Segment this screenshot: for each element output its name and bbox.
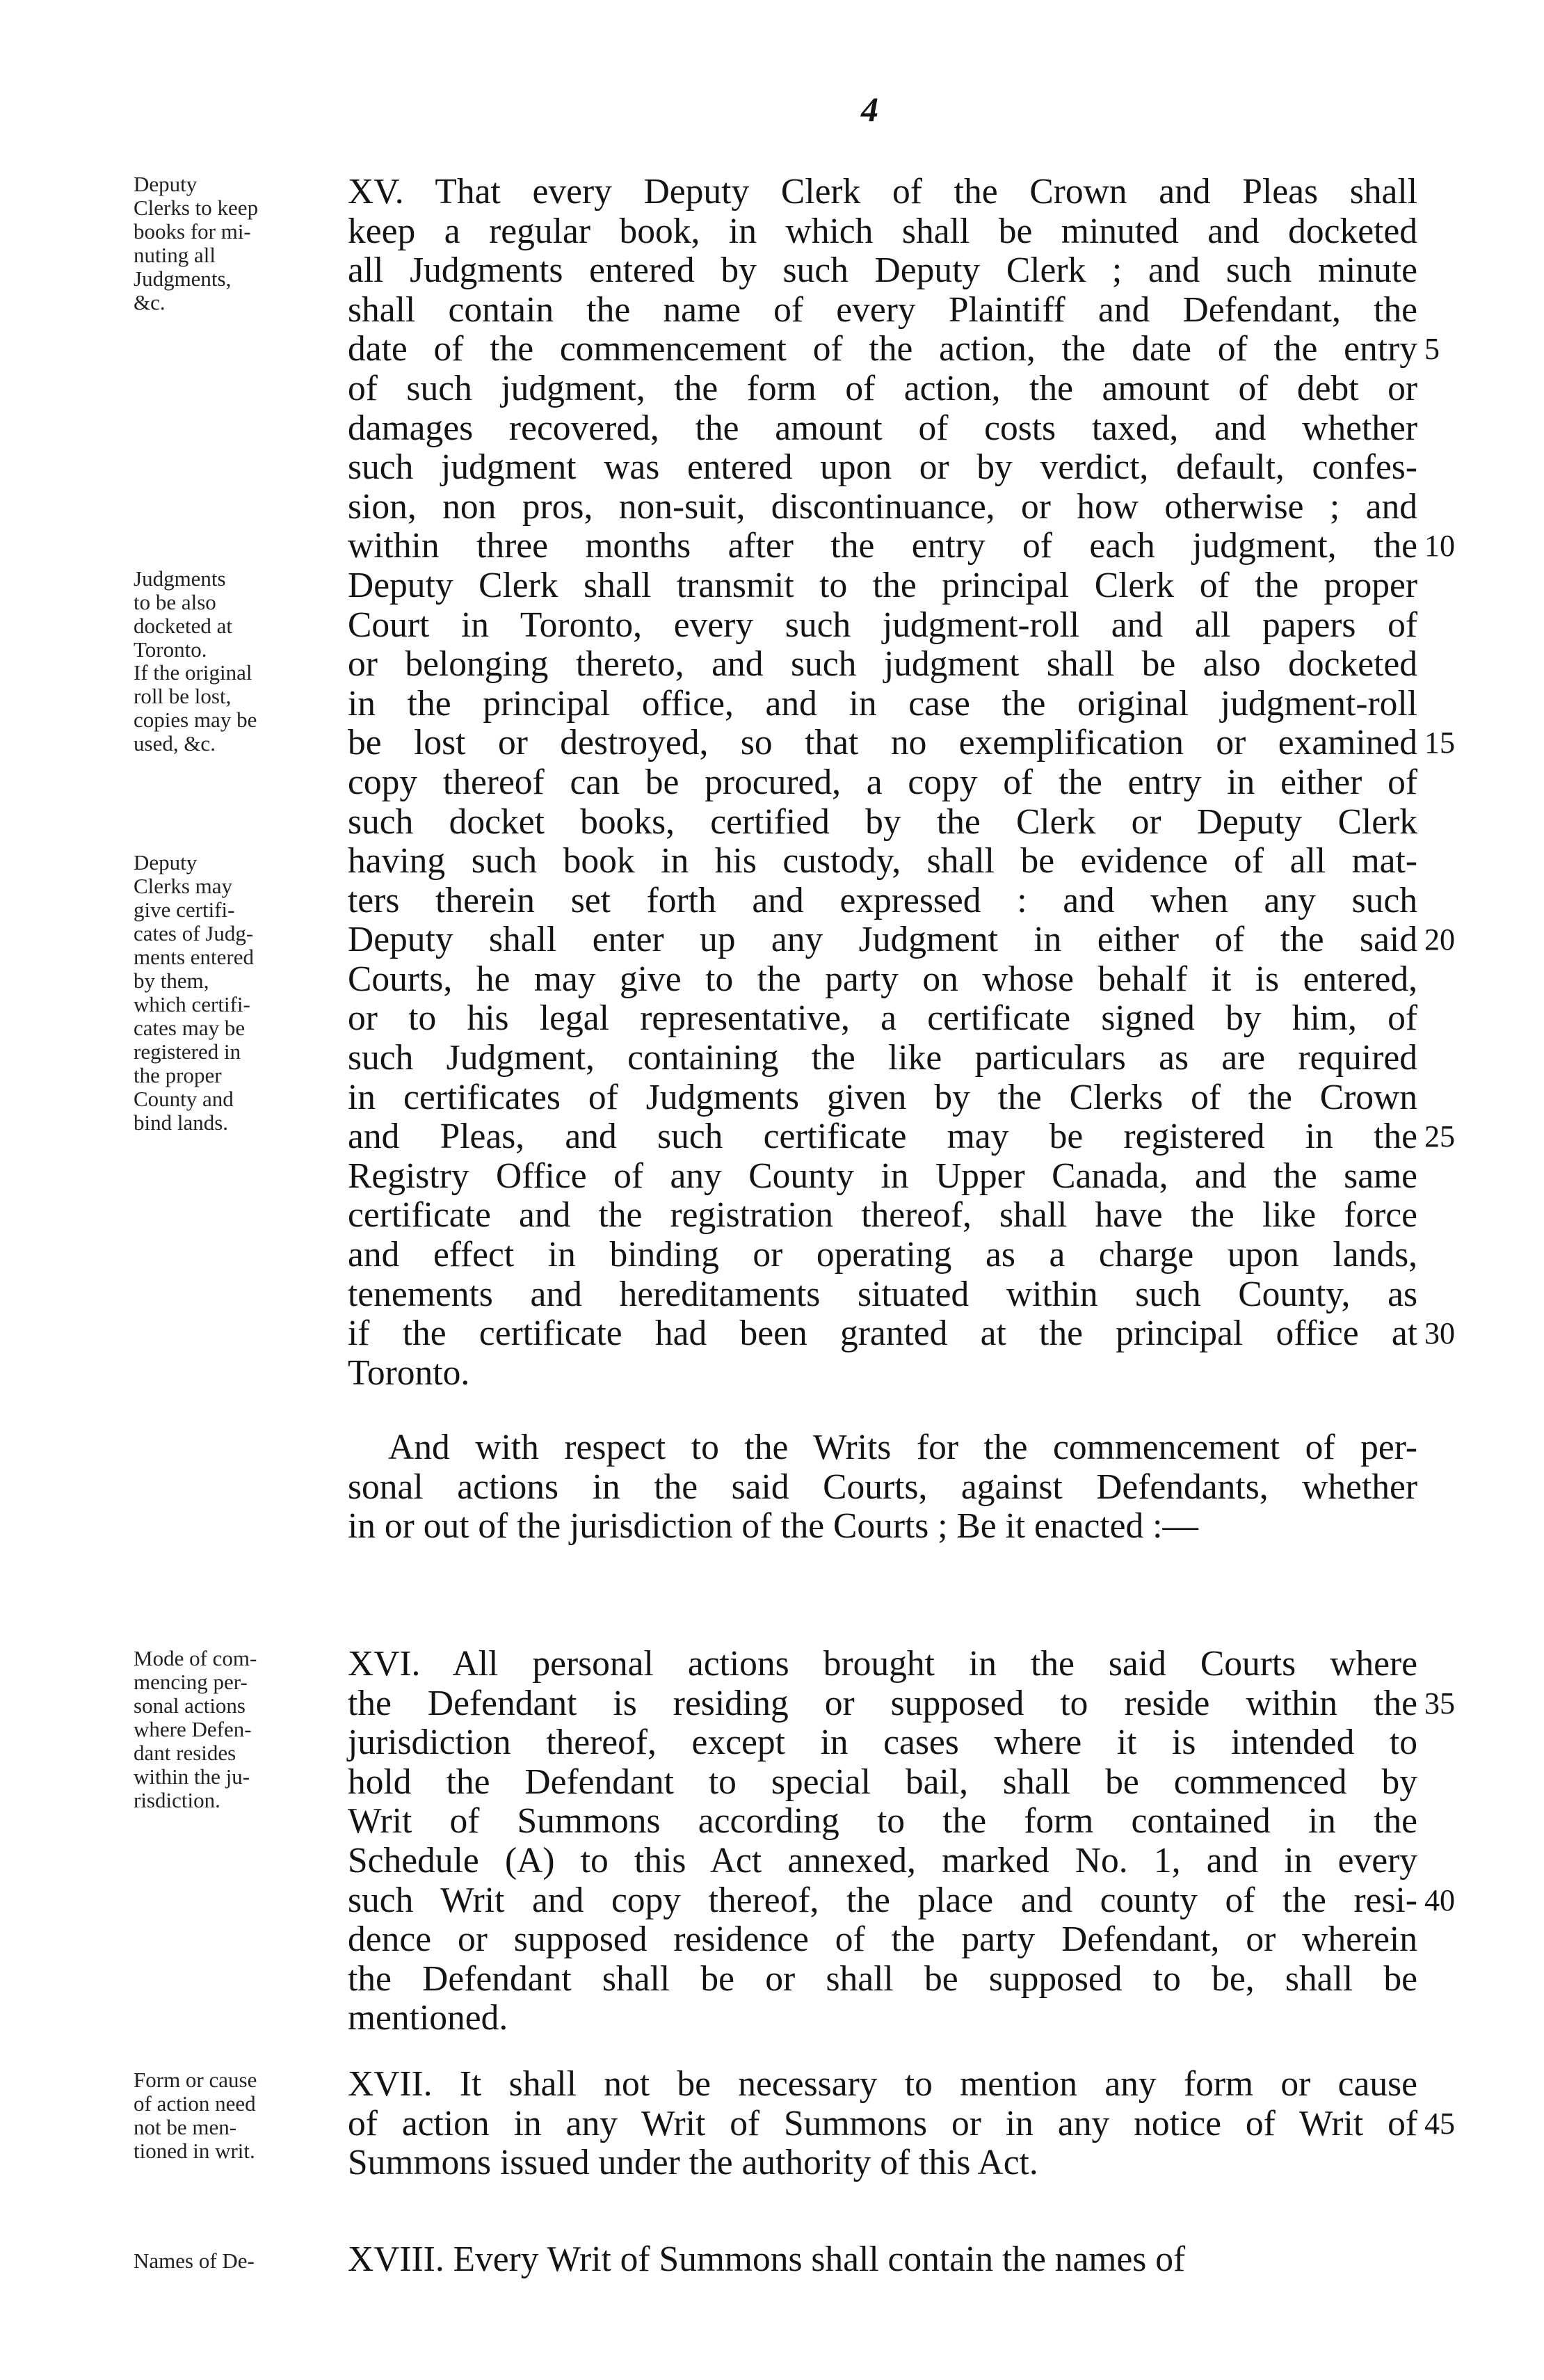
margin-note-line: the proper [134,1063,222,1087]
text-line: such Judgment, containing the like particulars as are required [348,1038,1417,1078]
margin-note-line: sonal actions [134,1693,246,1718]
text-line: copy thereof can be procured, a copy of the entry in either of [348,762,1417,802]
section-xviii-text [348,2240,1417,2280]
text-line: keep a regular book, in which shall be minuted and docketed [348,211,1417,251]
margin-note-line: bind lands. [134,1110,229,1135]
margin-note-line: dant resides [134,1741,236,1765]
margin-note [134,661,342,756]
text-line: tenements and hereditaments situated within such County, as [348,1274,1417,1314]
text-line: Toronto. [348,1352,470,1393]
margin-note-line: Deputy [134,172,198,196]
margin-note-line: roll be lost, [134,684,232,708]
text-line: within three months after the entry of each judgment, the [348,526,1417,566]
text-line: in the principal office, and in case the original judgment-roll [348,683,1417,724]
margin-note-line: &c. [134,290,166,314]
text-line: and Pleas, and such certificate may be registered in the [348,1117,1417,1157]
margin-note-line: Names of De- [134,2249,255,2273]
text-line: such judgment was entered upon or by verdict, default, confes- [348,447,1417,488]
margin-note-line: cates may be [134,1016,246,1040]
line-number: 10 [1424,529,1455,564]
margin-note-line: used, &c. [134,731,216,756]
margin-note-line: registered in [134,1039,241,1064]
line-number: 45 [1424,2106,1455,2141]
text-line: or to his legal representative, a certificate signed by him, of [348,998,1417,1039]
text-line: such docket books, certified by the Clerk or Deputy Clerk [348,801,1417,842]
text-line: sion, non pros, non-suit, discontinuance, or how otherwise ; and [348,486,1417,527]
margin-note-line: Clerks may [134,874,233,898]
margin-note-line: If the original [134,660,252,685]
text-line: be lost or destroyed, so that no exemplification or examined [348,723,1417,763]
line-number: 35 [1424,1686,1455,1720]
margin-note-line: Form or cause [134,2068,257,2092]
margin-note-line: ments entered [134,945,255,969]
text-line: of action in any Writ of Summons or in any notice of Writ of [348,2103,1417,2143]
text-line: Writ of Summons according to the form contained in the [348,1801,1417,1842]
line-number: 25 [1424,1119,1455,1154]
section-xv-text [348,173,1417,1393]
margin-note [134,851,342,1135]
line-number: 30 [1424,1316,1455,1351]
text-line: Schedule (A) to this Act annexed, marked No. 1, and in every [348,1840,1417,1880]
margin-note [134,567,342,662]
text-line: XVIII. Every Writ of Summons shall contain the names of [348,2239,1186,2279]
text-line: Registry Office of any County in Upper Canada, and the same [348,1156,1417,1196]
text-line: Courts, he may give to the party on whose behalf it is entered, [348,959,1417,999]
line-number: 20 [1424,923,1455,957]
margin-note [134,173,342,314]
text-line: in or out of the jurisdiction of the Courts ; Be it enacted :— [348,1506,1198,1547]
text-line: damages recovered, the amount of costs taxed, and whether [348,408,1417,448]
text-line: Court in Toronto, every such judgment-roll and all papers of [348,605,1417,645]
margin-note-line: Judgments [134,566,226,591]
text-line: of such judgment, the form of action, the amount of debt or [348,368,1417,408]
page-number: 4 [861,90,878,129]
margin-note-line: docketed at [134,614,233,638]
text-line: the Defendant shall be or shall be supposed to be, shall be [348,1958,1417,1999]
margin-note-line: tioned in writ. [134,2139,255,2163]
margin-note-line: cates of Judg- [134,921,254,945]
text-line: all Judgments entered by such Deputy Clerk ; and such minute [348,250,1417,291]
margin-note-line: not be men- [134,2115,237,2139]
line-number: 5 [1424,332,1440,367]
margin-note-line: Deputy [134,850,198,874]
line-number: 40 [1424,1883,1455,1917]
margin-note-line: which certifi- [134,992,250,1016]
margin-note-line: risdiction. [134,1788,220,1812]
section-xvi-text [348,1645,1417,2038]
text-line: or belonging thereto, and such judgment shall be also docketed [348,644,1417,685]
margin-note-names-of-defendants [134,2249,342,2273]
margin-note-line: copies may be [134,708,257,732]
section-xvii-text [348,2065,1417,2183]
text-line: date of the commencement of the action, the date of the entry [348,329,1417,369]
text-line: and effect in binding or operating as a charge upon lands, [348,1235,1417,1275]
text-line: Deputy shall enter up any Judgment in either of the said [348,920,1417,960]
text-line: ters therein set forth and expressed : and when any such [348,880,1417,920]
margin-note-line: nuting all [134,243,216,267]
margin-note-line: where Defen- [134,1717,252,1741]
text-line: if the certificate had been granted at the principal office at [348,1313,1417,1354]
line-number: 15 [1424,726,1455,760]
text-line: sonal actions in the said Courts, against Defendants, whether [348,1467,1417,1507]
text-line: such Writ and copy thereof, the place and county of the resi- [348,1880,1417,1920]
margin-note-form-of-action [134,2068,342,2163]
text-line: having such book in his custody, shall be evidence of all mat- [348,841,1417,881]
writs-preamble [348,1428,1417,1547]
margin-note-line: County and [134,1087,234,1111]
text-line: Deputy Clerk shall transmit to the principal Clerk of the proper [348,565,1417,605]
text-line: XV. That every Deputy Clerk of the Crown and Pleas shall [348,172,1417,211]
margin-note-line: Judgments, [134,266,232,291]
margin-note-mode-of-commencing [134,1647,342,1812]
text-line: mentioned. [348,1998,508,2038]
margin-note-line: mencing per- [134,1670,248,1694]
margin-note-line: of action need [134,2091,256,2116]
margin-note-line: Clerks to keep [134,195,259,220]
text-line: shall contain the name of every Plaintiff and Defendant, the [348,289,1417,330]
text-line: XVI. All personal actions brought in the said Courts where [348,1644,1417,1684]
text-line: certificate and the registration thereof, shall have the like force [348,1195,1417,1236]
text-line: in certificates of Judgments given by the Clerks of the Crown [348,1077,1417,1117]
text-line: jurisdiction thereof, except in cases where it is intended to [348,1723,1417,1763]
margin-note-line: to be also [134,590,216,614]
margin-note-line: books for mi- [134,219,251,243]
margin-note-line: Mode of com- [134,1646,257,1670]
text-line: And with respect to the Writs for the commencement of per- [388,1428,1417,1467]
margin-note-line: within the ju- [134,1764,250,1789]
margin-note-line: give certifi- [134,897,235,922]
margin-note-line: by them, [134,968,209,993]
margin-note-line: Toronto. [134,637,207,662]
text-line: the Defendant is residing or supposed to reside within the [348,1683,1417,1723]
text-line: hold the Defendant to special bail, shall be commenced by [348,1762,1417,1802]
text-line: dence or supposed residence of the party Defendant, or wherein [348,1919,1417,1960]
text-line: Summons issued under the authority of this Act. [348,2143,1038,2183]
text-line: XVII. It shall not be necessary to mention any form or cause [348,2064,1417,2104]
